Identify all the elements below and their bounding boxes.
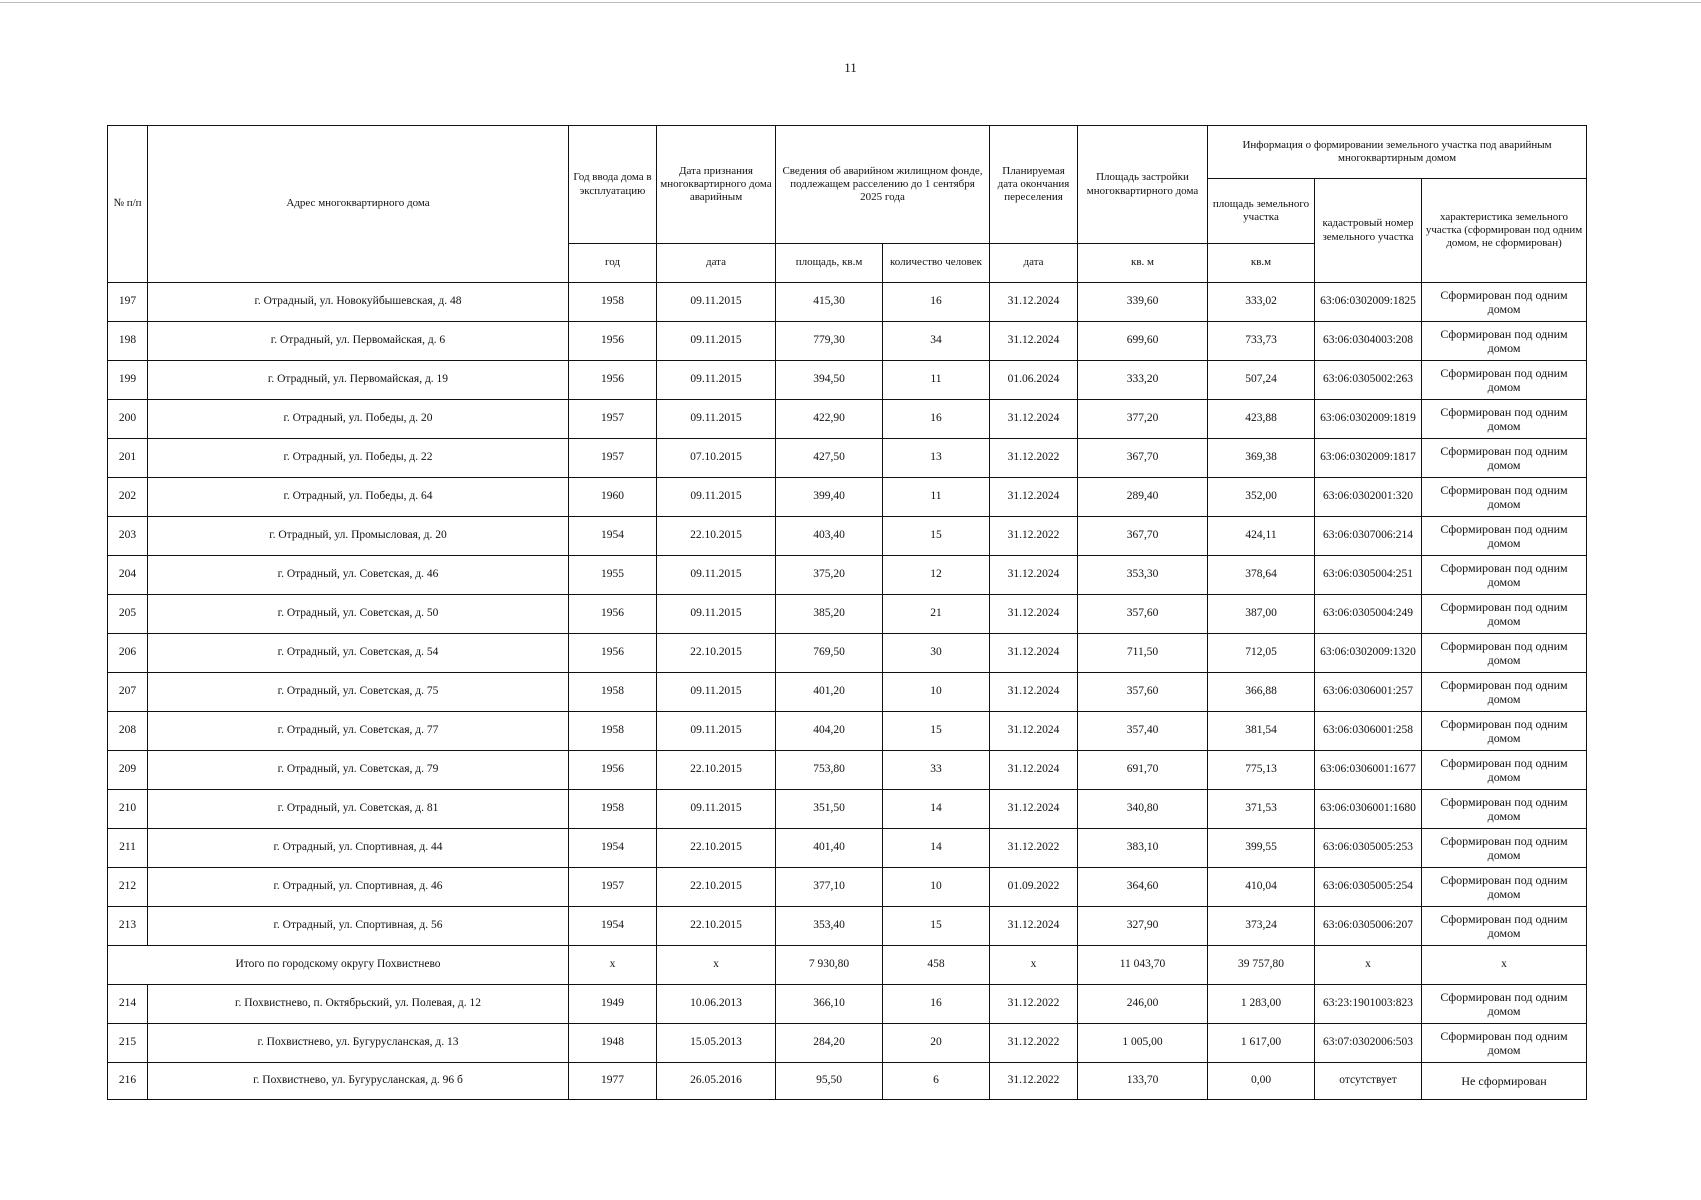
row-year: 1960 [569,478,657,517]
row-building-area: 383,10 [1078,829,1208,868]
row-land-char: Сформирован под одним домом [1422,478,1587,517]
header-cadastral: кадастровый номер земельного участка [1315,179,1422,283]
row-end-date: 31.12.2024 [990,595,1078,634]
row-address: г. Отрадный, ул. Промысловая, д. 20 [148,517,569,556]
row-end-date: 31.12.2024 [990,907,1078,946]
row-year: 1957 [569,868,657,907]
row-number: 199 [108,361,148,400]
row-date: 09.11.2015 [657,400,776,439]
row-year: 1958 [569,673,657,712]
row-end-date: 31.12.2024 [990,790,1078,829]
row-land-area: 1 617,00 [1208,1024,1315,1063]
scan-top-rule [0,2,1701,3]
row-area: 769,50 [776,634,883,673]
total-land-char: x [1422,946,1587,985]
row-cadastral: 63:06:0302009:1320 [1315,634,1422,673]
row-people: 14 [883,790,990,829]
row-building-area: 246,00 [1078,985,1208,1024]
row-cadastral: 63:06:0305004:251 [1315,556,1422,595]
row-year: 1958 [569,283,657,322]
row-number: 208 [108,712,148,751]
row-building-area: 339,60 [1078,283,1208,322]
row-number: 204 [108,556,148,595]
row-land-area: 373,24 [1208,907,1315,946]
row-area: 351,50 [776,790,883,829]
row-land-char: Сформирован под одним домом [1422,673,1587,712]
table-header [108,126,1587,283]
row-address: г. Отрадный, ул. Победы, д. 22 [148,439,569,478]
row-people: 6 [883,1063,990,1100]
row-cadastral: 63:06:0305005:254 [1315,868,1422,907]
row-area: 779,30 [776,322,883,361]
row-building-area: 699,60 [1078,322,1208,361]
row-land-char: Сформирован под одним домом [1422,712,1587,751]
row-year: 1958 [569,712,657,751]
row-people: 33 [883,751,990,790]
row-building-area: 367,70 [1078,439,1208,478]
row-end-date: 31.12.2024 [990,556,1078,595]
row-land-char: Сформирован под одним домом [1422,829,1587,868]
row-address: г. Отрадный, ул. Первомайская, д. 6 [148,322,569,361]
row-building-area: 357,60 [1078,673,1208,712]
row-cadastral: 63:23:1901003:823 [1315,985,1422,1024]
row-number: 211 [108,829,148,868]
row-land-char: Сформирован под одним домом [1422,907,1587,946]
row-land-char: Сформирован под одним домом [1422,517,1587,556]
row-people: 34 [883,322,990,361]
row-area: 401,20 [776,673,883,712]
table-row [108,361,1587,400]
row-area: 422,90 [776,400,883,439]
row-land-area: 369,38 [1208,439,1315,478]
row-land-char: Сформирован под одним домом [1422,439,1587,478]
row-address: г. Похвистнево, ул. Бугурусланская, д. 13 [148,1024,569,1063]
total-label: Итого по городскому округу Похвистнево [108,946,569,985]
row-land-area: 366,88 [1208,673,1315,712]
header-address: Адрес многоквартирного дома [148,126,569,283]
total-year: x [569,946,657,985]
row-end-date: 31.12.2024 [990,283,1078,322]
row-land-char: Сформирован под одним домом [1422,595,1587,634]
header-land-char: характеристика земельного участка (сформирован под одним домом, не сформирован) [1422,179,1587,283]
row-number: 202 [108,478,148,517]
row-number: 215 [108,1024,148,1063]
header-unit-people: количество человек [883,244,990,283]
row-land-area: 399,55 [1208,829,1315,868]
table-row [108,478,1587,517]
row-end-date: 31.12.2022 [990,517,1078,556]
row-end-date: 31.12.2022 [990,985,1078,1024]
table-row [108,634,1587,673]
table-row [108,712,1587,751]
row-number: 207 [108,673,148,712]
row-date: 22.10.2015 [657,634,776,673]
table-row [108,400,1587,439]
row-area: 427,50 [776,439,883,478]
row-cadastral: 63:06:0305006:207 [1315,907,1422,946]
row-land-area: 333,02 [1208,283,1315,322]
row-address: г. Отрадный, ул. Новокуйбышевская, д. 48 [148,283,569,322]
row-cadastral: 63:06:0305002:263 [1315,361,1422,400]
header-year-built: Год ввода дома в эксплуатацию [569,126,657,244]
row-end-date: 31.12.2022 [990,1063,1078,1100]
row-land-area: 775,13 [1208,751,1315,790]
row-address: г. Отрадный, ул. Советская, д. 77 [148,712,569,751]
row-address: г. Отрадный, ул. Спортивная, д. 56 [148,907,569,946]
row-land-area: 423,88 [1208,400,1315,439]
row-date: 09.11.2015 [657,322,776,361]
row-number: 214 [108,985,148,1024]
row-end-date: 31.12.2022 [990,829,1078,868]
row-date: 10.06.2013 [657,985,776,1024]
row-cadastral: 63:06:0302001:320 [1315,478,1422,517]
table-row [108,322,1587,361]
row-address: г. Отрадный, ул. Спортивная, д. 44 [148,829,569,868]
row-number: 216 [108,1063,148,1100]
row-year: 1956 [569,634,657,673]
row-end-date: 31.12.2024 [990,322,1078,361]
row-people: 16 [883,283,990,322]
row-building-area: 367,70 [1078,517,1208,556]
row-land-char: Сформирован под одним домом [1422,1024,1587,1063]
row-end-date: 31.12.2022 [990,439,1078,478]
row-people: 12 [883,556,990,595]
row-year: 1949 [569,985,657,1024]
row-year: 1956 [569,751,657,790]
row-cadastral: 63:06:0306001:1680 [1315,790,1422,829]
row-year: 1956 [569,361,657,400]
row-building-area: 340,80 [1078,790,1208,829]
row-land-area: 410,04 [1208,868,1315,907]
table-row [108,556,1587,595]
row-number: 201 [108,439,148,478]
row-building-area: 357,40 [1078,712,1208,751]
row-date: 22.10.2015 [657,751,776,790]
row-land-area: 507,24 [1208,361,1315,400]
table-row [108,283,1587,322]
row-year: 1955 [569,556,657,595]
table-row [108,1024,1587,1063]
header-emergency-fund: Сведения об аварийном жилищном фонде, подлежащем расселению до 1 сентября 2025 года [776,126,990,244]
row-land-area: 378,64 [1208,556,1315,595]
row-people: 10 [883,673,990,712]
row-address: г. Отрадный, ул. Советская, д. 46 [148,556,569,595]
row-year: 1956 [569,322,657,361]
row-cadastral: 63:06:0302009:1819 [1315,400,1422,439]
row-land-char: Сформирован под одним домом [1422,985,1587,1024]
row-area: 95,50 [776,1063,883,1100]
row-people: 13 [883,439,990,478]
table-row [108,439,1587,478]
row-land-char: Сформирован под одним домом [1422,283,1587,322]
row-building-area: 691,70 [1078,751,1208,790]
row-end-date: 01.06.2024 [990,361,1078,400]
row-area: 377,10 [776,868,883,907]
header-unit-sqm2: кв.м [1208,244,1315,283]
header-building-area: Площадь застройки многоквартирного дома [1078,126,1208,244]
row-building-area: 353,30 [1078,556,1208,595]
row-people: 11 [883,478,990,517]
table-body [108,283,1587,1100]
header-planned-end: Планируемая дата окончания переселения [990,126,1078,244]
row-area: 353,40 [776,907,883,946]
row-end-date: 31.12.2024 [990,751,1078,790]
header-date-recognized: Дата признания многоквартирного дома аварийным [657,126,776,244]
row-land-area: 371,53 [1208,790,1315,829]
row-people: 30 [883,634,990,673]
total-cadastral: x [1315,946,1422,985]
row-end-date: 31.12.2024 [990,712,1078,751]
row-date: 15.05.2013 [657,1024,776,1063]
row-address: г. Отрадный, ул. Советская, д. 79 [148,751,569,790]
row-address: г. Отрадный, ул. Первомайская, д. 19 [148,361,569,400]
header-land-info: Информация о формировании земельного участка под аварийным многоквартирным домом [1208,126,1587,179]
header-unit-sqm: кв. м [1078,244,1208,283]
row-land-area: 387,00 [1208,595,1315,634]
row-area: 284,20 [776,1024,883,1063]
row-land-area: 352,00 [1208,478,1315,517]
row-building-area: 357,60 [1078,595,1208,634]
row-land-area: 424,11 [1208,517,1315,556]
row-land-area: 381,54 [1208,712,1315,751]
table-row [108,751,1587,790]
row-area: 753,80 [776,751,883,790]
row-number: 209 [108,751,148,790]
row-land-char: Сформирован под одним домом [1422,634,1587,673]
row-date: 09.11.2015 [657,673,776,712]
row-date: 09.11.2015 [657,595,776,634]
row-cadastral: 63:06:0304003:208 [1315,322,1422,361]
header-no: № п/п [108,126,148,283]
row-address: г. Отрадный, ул. Советская, д. 50 [148,595,569,634]
header-unit-date: дата [657,244,776,283]
total-date: x [657,946,776,985]
row-building-area: 133,70 [1078,1063,1208,1100]
row-area: 366,10 [776,985,883,1024]
row-people: 21 [883,595,990,634]
row-end-date: 01.09.2022 [990,868,1078,907]
row-land-char: Не сформирован [1422,1063,1587,1100]
row-date: 09.11.2015 [657,790,776,829]
row-land-char: Сформирован под одним домом [1422,751,1587,790]
row-people: 16 [883,400,990,439]
row-area: 415,30 [776,283,883,322]
row-year: 1977 [569,1063,657,1100]
row-date: 09.11.2015 [657,478,776,517]
row-land-char: Сформирован под одним домом [1422,322,1587,361]
table-row [108,790,1587,829]
row-people: 14 [883,829,990,868]
row-area: 404,20 [776,712,883,751]
row-number: 198 [108,322,148,361]
row-cadastral: 63:06:0306001:258 [1315,712,1422,751]
row-address: г. Отрадный, ул. Спортивная, д. 46 [148,868,569,907]
row-land-char: Сформирован под одним домом [1422,400,1587,439]
emergency-housing-table [107,125,1587,1100]
table-row [108,595,1587,634]
row-cadastral: 63:06:0306001:257 [1315,673,1422,712]
row-land-char: Сформирован под одним домом [1422,556,1587,595]
row-land-char: Сформирован под одним домом [1422,361,1587,400]
row-end-date: 31.12.2024 [990,478,1078,517]
row-year: 1957 [569,400,657,439]
row-building-area: 289,40 [1078,478,1208,517]
row-land-char: Сформирован под одним домом [1422,868,1587,907]
row-end-date: 31.12.2024 [990,634,1078,673]
row-year: 1954 [569,517,657,556]
row-area: 399,40 [776,478,883,517]
row-address: г. Похвистнево, п. Октябрьский, ул. Полевая, д. 12 [148,985,569,1024]
row-area: 401,40 [776,829,883,868]
row-number: 197 [108,283,148,322]
row-area: 403,40 [776,517,883,556]
table-row [108,907,1587,946]
row-building-area: 364,60 [1078,868,1208,907]
row-people: 10 [883,868,990,907]
row-number: 212 [108,868,148,907]
row-number: 206 [108,634,148,673]
row-area: 385,20 [776,595,883,634]
row-cadastral: 63:06:0302009:1825 [1315,283,1422,322]
row-cadastral: 63:06:0307006:214 [1315,517,1422,556]
row-date: 26.05.2016 [657,1063,776,1100]
row-building-area: 327,90 [1078,907,1208,946]
table-row [108,868,1587,907]
row-number: 205 [108,595,148,634]
total-row [108,946,1587,985]
row-date: 09.11.2015 [657,712,776,751]
row-end-date: 31.12.2024 [990,400,1078,439]
row-cadastral: 63:06:0305005:253 [1315,829,1422,868]
row-cadastral: 63:06:0302009:1817 [1315,439,1422,478]
header-unit-date2: дата [990,244,1078,283]
row-year: 1957 [569,439,657,478]
row-area: 375,20 [776,556,883,595]
row-land-area: 712,05 [1208,634,1315,673]
total-building-area: 11 043,70 [1078,946,1208,985]
row-people: 15 [883,517,990,556]
row-address: г. Похвистнево, ул. Бугурусланская, д. 96 б [148,1063,569,1100]
table-row [108,985,1587,1024]
total-people: 458 [883,946,990,985]
row-area: 394,50 [776,361,883,400]
row-building-area: 711,50 [1078,634,1208,673]
row-people: 11 [883,361,990,400]
row-people: 15 [883,712,990,751]
page-number: 11 [844,60,857,75]
row-number: 213 [108,907,148,946]
row-end-date: 31.12.2024 [990,673,1078,712]
row-land-area: 733,73 [1208,322,1315,361]
row-address: г. Отрадный, ул. Победы, д. 20 [148,400,569,439]
row-year: 1958 [569,790,657,829]
row-people: 16 [883,985,990,1024]
row-people: 15 [883,907,990,946]
row-number: 203 [108,517,148,556]
row-date: 22.10.2015 [657,829,776,868]
total-area: 7 930,80 [776,946,883,985]
row-land-area: 0,00 [1208,1063,1315,1100]
row-date: 07.10.2015 [657,439,776,478]
row-date: 22.10.2015 [657,517,776,556]
total-land-area: 39 757,80 [1208,946,1315,985]
row-year: 1954 [569,829,657,868]
row-building-area: 377,20 [1078,400,1208,439]
row-number: 200 [108,400,148,439]
total-end: x [990,946,1078,985]
row-address: г. Отрадный, ул. Советская, д. 75 [148,673,569,712]
row-year: 1948 [569,1024,657,1063]
row-cadastral: 63:07:0302006:503 [1315,1024,1422,1063]
row-end-date: 31.12.2022 [990,1024,1078,1063]
row-date: 22.10.2015 [657,907,776,946]
row-number: 210 [108,790,148,829]
table-row [108,673,1587,712]
row-building-area: 333,20 [1078,361,1208,400]
row-date: 09.11.2015 [657,361,776,400]
row-building-area: 1 005,00 [1078,1024,1208,1063]
row-cadastral: отсутствует [1315,1063,1422,1100]
table-row [108,1063,1587,1100]
row-land-char: Сформирован под одним домом [1422,790,1587,829]
row-cadastral: 63:06:0306001:1677 [1315,751,1422,790]
row-date: 22.10.2015 [657,868,776,907]
row-address: г. Отрадный, ул. Советская, д. 54 [148,634,569,673]
row-year: 1956 [569,595,657,634]
row-people: 20 [883,1024,990,1063]
table-row [108,829,1587,868]
header-unit-year: год [569,244,657,283]
row-address: г. Отрадный, ул. Советская, д. 81 [148,790,569,829]
header-unit-area: площадь, кв.м [776,244,883,283]
row-date: 09.11.2015 [657,283,776,322]
row-cadastral: 63:06:0305004:249 [1315,595,1422,634]
row-land-area: 1 283,00 [1208,985,1315,1024]
row-year: 1954 [569,907,657,946]
header-land-area: площадь земельного участка [1208,179,1315,244]
row-date: 09.11.2015 [657,556,776,595]
table-row [108,517,1587,556]
row-address: г. Отрадный, ул. Победы, д. 64 [148,478,569,517]
